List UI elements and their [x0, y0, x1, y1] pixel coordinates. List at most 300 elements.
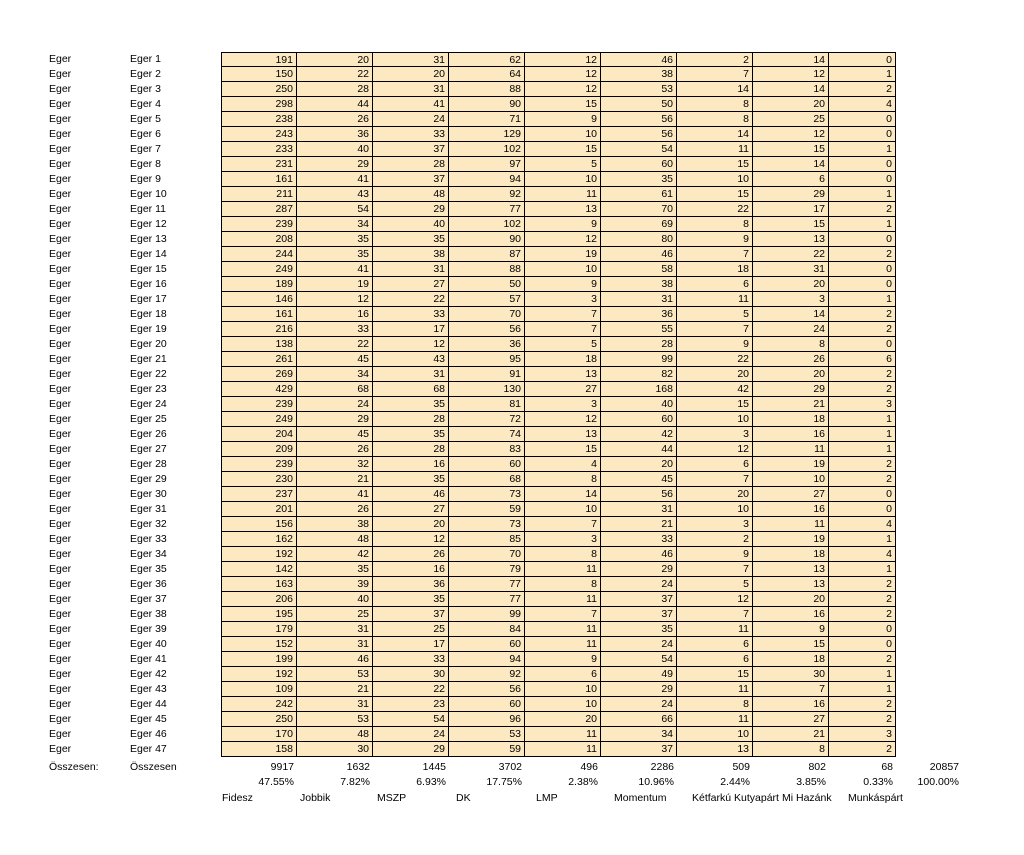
- vote-cell[interactable]: 231: [221, 157, 297, 172]
- vote-cell[interactable]: 72: [449, 412, 525, 427]
- vote-cell[interactable]: 42: [677, 382, 753, 397]
- district-cell[interactable]: Eger 24: [130, 398, 167, 410]
- vote-cell[interactable]: 31: [297, 697, 373, 712]
- vote-cell[interactable]: 59: [449, 502, 525, 517]
- vote-cell[interactable]: 15: [677, 397, 753, 412]
- city-cell[interactable]: Eger: [49, 653, 72, 665]
- vote-cell[interactable]: 138: [221, 337, 297, 352]
- vote-cell[interactable]: 80: [601, 232, 677, 247]
- vote-cell[interactable]: 69: [601, 217, 677, 232]
- total-cell[interactable]: 68: [881, 761, 893, 773]
- vote-cell[interactable]: 170: [221, 727, 297, 742]
- vote-cell[interactable]: 24: [753, 322, 829, 337]
- vote-cell[interactable]: 27: [753, 712, 829, 727]
- vote-cell[interactable]: 11: [677, 712, 753, 727]
- vote-cell[interactable]: 8: [753, 742, 829, 757]
- district-cell[interactable]: Eger 20: [130, 338, 167, 350]
- vote-cell[interactable]: 71: [449, 112, 525, 127]
- vote-cell[interactable]: 6: [677, 277, 753, 292]
- vote-cell[interactable]: 0: [829, 157, 896, 172]
- vote-cell[interactable]: 33: [373, 127, 449, 142]
- percentage-cell[interactable]: 2.38%: [568, 776, 598, 788]
- vote-cell[interactable]: 20: [373, 517, 449, 532]
- vote-cell[interactable]: 7: [677, 607, 753, 622]
- vote-cell[interactable]: 11: [525, 742, 601, 757]
- vote-cell[interactable]: 9: [753, 622, 829, 637]
- vote-cell[interactable]: 35: [373, 472, 449, 487]
- vote-cell[interactable]: 11: [753, 442, 829, 457]
- vote-cell[interactable]: 35: [373, 397, 449, 412]
- total-cell[interactable]: 496: [580, 761, 598, 773]
- vote-cell[interactable]: 10: [525, 127, 601, 142]
- vote-cell[interactable]: 13: [753, 562, 829, 577]
- vote-cell[interactable]: 12: [677, 442, 753, 457]
- vote-cell[interactable]: 14: [753, 82, 829, 97]
- vote-cell[interactable]: 1: [829, 682, 896, 697]
- vote-cell[interactable]: 5: [677, 307, 753, 322]
- vote-cell[interactable]: 239: [221, 217, 297, 232]
- vote-cell[interactable]: 2: [829, 607, 896, 622]
- vote-cell[interactable]: 77: [449, 202, 525, 217]
- vote-cell[interactable]: 60: [449, 637, 525, 652]
- vote-cell[interactable]: 13: [525, 367, 601, 382]
- district-cell[interactable]: Eger 9: [130, 173, 161, 185]
- vote-cell[interactable]: 17: [373, 322, 449, 337]
- vote-cell[interactable]: 233: [221, 142, 297, 157]
- vote-cell[interactable]: 56: [601, 487, 677, 502]
- vote-cell[interactable]: 192: [221, 667, 297, 682]
- vote-cell[interactable]: 12: [373, 532, 449, 547]
- vote-cell[interactable]: 244: [221, 247, 297, 262]
- percentage-cell[interactable]: 2.44%: [720, 776, 750, 788]
- vote-cell[interactable]: 18: [677, 262, 753, 277]
- district-cell[interactable]: Eger 14: [130, 248, 167, 260]
- vote-cell[interactable]: 12: [525, 52, 601, 67]
- vote-cell[interactable]: 238: [221, 112, 297, 127]
- vote-cell[interactable]: 16: [753, 502, 829, 517]
- district-cell[interactable]: Eger 38: [130, 608, 167, 620]
- vote-cell[interactable]: 211: [221, 187, 297, 202]
- vote-cell[interactable]: 15: [753, 637, 829, 652]
- district-cell[interactable]: Eger 27: [130, 443, 167, 455]
- vote-cell[interactable]: 204: [221, 427, 297, 442]
- vote-cell[interactable]: 50: [601, 97, 677, 112]
- vote-cell[interactable]: 6: [677, 637, 753, 652]
- vote-cell[interactable]: 2: [829, 712, 896, 727]
- vote-cell[interactable]: 2: [829, 652, 896, 667]
- vote-cell[interactable]: 2: [829, 457, 896, 472]
- city-cell[interactable]: Eger: [49, 353, 72, 365]
- vote-cell[interactable]: 44: [601, 442, 677, 457]
- vote-cell[interactable]: 33: [297, 322, 373, 337]
- vote-cell[interactable]: 161: [221, 172, 297, 187]
- vote-cell[interactable]: 12: [677, 592, 753, 607]
- vote-cell[interactable]: 99: [449, 607, 525, 622]
- vote-cell[interactable]: 11: [753, 517, 829, 532]
- vote-cell[interactable]: 22: [677, 202, 753, 217]
- vote-cell[interactable]: 8: [677, 217, 753, 232]
- vote-cell[interactable]: 12: [525, 82, 601, 97]
- district-cell[interactable]: Eger 1: [130, 53, 161, 65]
- vote-cell[interactable]: 91: [449, 367, 525, 382]
- vote-cell[interactable]: 38: [601, 277, 677, 292]
- vote-cell[interactable]: 7: [677, 472, 753, 487]
- vote-cell[interactable]: 25: [753, 112, 829, 127]
- vote-cell[interactable]: 1: [829, 667, 896, 682]
- vote-cell[interactable]: 61: [601, 187, 677, 202]
- city-cell[interactable]: Eger: [49, 113, 72, 125]
- vote-cell[interactable]: 10: [525, 502, 601, 517]
- vote-cell[interactable]: 26: [753, 352, 829, 367]
- vote-cell[interactable]: 33: [373, 652, 449, 667]
- vote-cell[interactable]: 13: [753, 577, 829, 592]
- district-cell[interactable]: Eger 32: [130, 518, 167, 530]
- district-cell[interactable]: Eger 47: [130, 743, 167, 755]
- vote-cell[interactable]: 73: [449, 517, 525, 532]
- vote-cell[interactable]: 37: [373, 172, 449, 187]
- vote-cell[interactable]: 24: [601, 577, 677, 592]
- vote-cell[interactable]: 41: [297, 172, 373, 187]
- vote-cell[interactable]: 16: [297, 307, 373, 322]
- vote-cell[interactable]: 25: [297, 607, 373, 622]
- vote-cell[interactable]: 24: [601, 697, 677, 712]
- vote-cell[interactable]: 9: [525, 652, 601, 667]
- vote-cell[interactable]: 3: [525, 292, 601, 307]
- vote-cell[interactable]: 11: [677, 292, 753, 307]
- vote-cell[interactable]: 14: [753, 52, 829, 67]
- vote-cell[interactable]: 53: [601, 82, 677, 97]
- vote-cell[interactable]: 56: [449, 322, 525, 337]
- vote-cell[interactable]: 4: [525, 457, 601, 472]
- vote-cell[interactable]: 50: [449, 277, 525, 292]
- vote-cell[interactable]: 10: [525, 682, 601, 697]
- district-cell[interactable]: Eger 6: [130, 128, 161, 140]
- vote-cell[interactable]: 298: [221, 97, 297, 112]
- city-cell[interactable]: Eger: [49, 53, 72, 65]
- vote-cell[interactable]: 54: [601, 142, 677, 157]
- vote-cell[interactable]: 1: [829, 412, 896, 427]
- vote-cell[interactable]: 20: [753, 592, 829, 607]
- vote-cell[interactable]: 4: [829, 547, 896, 562]
- vote-cell[interactable]: 0: [829, 277, 896, 292]
- vote-cell[interactable]: 29: [753, 187, 829, 202]
- vote-cell[interactable]: 1: [829, 292, 896, 307]
- vote-cell[interactable]: 40: [297, 142, 373, 157]
- vote-cell[interactable]: 249: [221, 412, 297, 427]
- vote-cell[interactable]: 2: [829, 247, 896, 262]
- vote-cell[interactable]: 11: [525, 562, 601, 577]
- vote-cell[interactable]: 22: [373, 292, 449, 307]
- total-cell[interactable]: 9917: [270, 761, 294, 773]
- vote-cell[interactable]: 28: [373, 412, 449, 427]
- vote-cell[interactable]: 19: [525, 247, 601, 262]
- district-cell[interactable]: Eger 21: [130, 353, 167, 365]
- vote-cell[interactable]: 8: [525, 547, 601, 562]
- vote-cell[interactable]: 6: [753, 172, 829, 187]
- vote-cell[interactable]: 68: [373, 382, 449, 397]
- vote-cell[interactable]: 2: [829, 202, 896, 217]
- vote-cell[interactable]: 40: [373, 217, 449, 232]
- city-cell[interactable]: Eger: [49, 233, 72, 245]
- vote-cell[interactable]: 2: [677, 52, 753, 67]
- vote-cell[interactable]: 129: [449, 127, 525, 142]
- vote-cell[interactable]: 22: [677, 352, 753, 367]
- vote-cell[interactable]: 96: [449, 712, 525, 727]
- city-cell[interactable]: Eger: [49, 83, 72, 95]
- district-cell[interactable]: Eger 36: [130, 578, 167, 590]
- vote-cell[interactable]: 10: [677, 412, 753, 427]
- district-cell[interactable]: Eger 28: [130, 458, 167, 470]
- vote-cell[interactable]: 94: [449, 652, 525, 667]
- vote-cell[interactable]: 9: [525, 112, 601, 127]
- city-cell[interactable]: Eger: [49, 428, 72, 440]
- vote-cell[interactable]: 18: [753, 547, 829, 562]
- vote-cell[interactable]: 161: [221, 307, 297, 322]
- city-cell[interactable]: Eger: [49, 293, 72, 305]
- vote-cell[interactable]: 192: [221, 547, 297, 562]
- district-cell[interactable]: Eger 40: [130, 638, 167, 650]
- vote-cell[interactable]: 16: [373, 457, 449, 472]
- vote-cell[interactable]: 46: [601, 52, 677, 67]
- vote-cell[interactable]: 14: [753, 157, 829, 172]
- vote-cell[interactable]: 64: [449, 67, 525, 82]
- vote-cell[interactable]: 5: [677, 577, 753, 592]
- district-cell[interactable]: Eger 31: [130, 503, 167, 515]
- vote-cell[interactable]: 201: [221, 502, 297, 517]
- vote-cell[interactable]: 1: [829, 142, 896, 157]
- vote-cell[interactable]: 36: [373, 577, 449, 592]
- vote-cell[interactable]: 14: [753, 307, 829, 322]
- vote-cell[interactable]: 85: [449, 532, 525, 547]
- vote-cell[interactable]: 29: [297, 412, 373, 427]
- district-cell[interactable]: Eger 5: [130, 113, 161, 125]
- vote-cell[interactable]: 21: [297, 472, 373, 487]
- vote-cell[interactable]: 48: [297, 727, 373, 742]
- vote-cell[interactable]: 81: [449, 397, 525, 412]
- vote-cell[interactable]: 7: [677, 562, 753, 577]
- vote-cell[interactable]: 1: [829, 427, 896, 442]
- city-cell[interactable]: Eger: [49, 518, 72, 530]
- city-cell[interactable]: Eger: [49, 563, 72, 575]
- vote-cell[interactable]: 35: [297, 562, 373, 577]
- vote-cell[interactable]: 46: [601, 547, 677, 562]
- vote-cell[interactable]: 15: [677, 157, 753, 172]
- vote-cell[interactable]: 60: [449, 697, 525, 712]
- city-cell[interactable]: Eger: [49, 398, 72, 410]
- vote-cell[interactable]: 41: [297, 487, 373, 502]
- vote-cell[interactable]: 10: [677, 502, 753, 517]
- vote-cell[interactable]: 35: [297, 232, 373, 247]
- city-cell[interactable]: Eger: [49, 443, 72, 455]
- vote-cell[interactable]: 32: [297, 457, 373, 472]
- vote-cell[interactable]: 28: [601, 337, 677, 352]
- city-cell[interactable]: Eger: [49, 743, 72, 755]
- percentage-cell[interactable]: 0.33%: [863, 776, 893, 788]
- vote-cell[interactable]: 28: [297, 82, 373, 97]
- vote-cell[interactable]: 31: [601, 502, 677, 517]
- vote-cell[interactable]: 24: [601, 637, 677, 652]
- vote-cell[interactable]: 54: [601, 652, 677, 667]
- vote-cell[interactable]: 48: [373, 187, 449, 202]
- vote-cell[interactable]: 26: [297, 112, 373, 127]
- vote-cell[interactable]: 70: [449, 547, 525, 562]
- vote-cell[interactable]: 25: [373, 622, 449, 637]
- vote-cell[interactable]: 0: [829, 52, 896, 67]
- city-cell[interactable]: Eger: [49, 218, 72, 230]
- vote-cell[interactable]: 163: [221, 577, 297, 592]
- vote-cell[interactable]: 41: [373, 97, 449, 112]
- vote-cell[interactable]: 11: [677, 622, 753, 637]
- vote-cell[interactable]: 92: [449, 667, 525, 682]
- vote-cell[interactable]: 26: [297, 442, 373, 457]
- vote-cell[interactable]: 11: [525, 727, 601, 742]
- vote-cell[interactable]: 37: [373, 142, 449, 157]
- vote-cell[interactable]: 35: [373, 427, 449, 442]
- vote-cell[interactable]: 37: [601, 592, 677, 607]
- vote-cell[interactable]: 56: [601, 127, 677, 142]
- vote-cell[interactable]: 30: [373, 667, 449, 682]
- vote-cell[interactable]: 17: [373, 637, 449, 652]
- vote-cell[interactable]: 44: [297, 97, 373, 112]
- vote-cell[interactable]: 142: [221, 562, 297, 577]
- vote-cell[interactable]: 8: [753, 337, 829, 352]
- vote-cell[interactable]: 1: [829, 562, 896, 577]
- vote-cell[interactable]: 43: [373, 352, 449, 367]
- city-cell[interactable]: Eger: [49, 98, 72, 110]
- vote-cell[interactable]: 3: [753, 292, 829, 307]
- vote-cell[interactable]: 70: [449, 307, 525, 322]
- vote-cell[interactable]: 82: [601, 367, 677, 382]
- vote-cell[interactable]: 48: [297, 532, 373, 547]
- vote-cell[interactable]: 0: [829, 487, 896, 502]
- vote-cell[interactable]: 6: [677, 652, 753, 667]
- vote-cell[interactable]: 15: [753, 217, 829, 232]
- vote-cell[interactable]: 46: [601, 247, 677, 262]
- district-cell[interactable]: Eger 35: [130, 563, 167, 575]
- vote-cell[interactable]: 58: [601, 262, 677, 277]
- vote-cell[interactable]: 20: [753, 277, 829, 292]
- vote-cell[interactable]: 15: [677, 667, 753, 682]
- vote-cell[interactable]: 1: [829, 217, 896, 232]
- vote-cell[interactable]: 6: [525, 667, 601, 682]
- vote-cell[interactable]: 7: [525, 517, 601, 532]
- vote-cell[interactable]: 20: [677, 367, 753, 382]
- vote-cell[interactable]: 35: [373, 592, 449, 607]
- vote-cell[interactable]: 5: [525, 337, 601, 352]
- percentage-cell[interactable]: 10.96%: [638, 776, 674, 788]
- total-cell[interactable]: 802: [808, 761, 826, 773]
- city-cell[interactable]: Eger: [49, 278, 72, 290]
- vote-cell[interactable]: 94: [449, 172, 525, 187]
- vote-cell[interactable]: 249: [221, 262, 297, 277]
- district-cell[interactable]: Eger 2: [130, 68, 161, 80]
- vote-cell[interactable]: 37: [373, 607, 449, 622]
- vote-cell[interactable]: 38: [297, 517, 373, 532]
- city-cell[interactable]: Eger: [49, 308, 72, 320]
- vote-cell[interactable]: 26: [373, 547, 449, 562]
- vote-cell[interactable]: 53: [297, 712, 373, 727]
- city-cell[interactable]: Eger: [49, 728, 72, 740]
- vote-cell[interactable]: 239: [221, 457, 297, 472]
- vote-cell[interactable]: 3: [677, 427, 753, 442]
- city-cell[interactable]: Eger: [49, 368, 72, 380]
- vote-cell[interactable]: 19: [297, 277, 373, 292]
- vote-cell[interactable]: 35: [601, 172, 677, 187]
- vote-cell[interactable]: 239: [221, 397, 297, 412]
- district-cell[interactable]: Eger 7: [130, 143, 161, 155]
- vote-cell[interactable]: 68: [449, 472, 525, 487]
- vote-cell[interactable]: 20: [373, 67, 449, 82]
- vote-cell[interactable]: 73: [449, 487, 525, 502]
- vote-cell[interactable]: 1: [829, 532, 896, 547]
- vote-cell[interactable]: 15: [525, 142, 601, 157]
- vote-cell[interactable]: 29: [297, 157, 373, 172]
- vote-cell[interactable]: 53: [297, 667, 373, 682]
- vote-cell[interactable]: 14: [677, 82, 753, 97]
- vote-cell[interactable]: 13: [525, 202, 601, 217]
- vote-cell[interactable]: 4: [829, 97, 896, 112]
- district-cell[interactable]: Eger 8: [130, 158, 161, 170]
- vote-cell[interactable]: 77: [449, 577, 525, 592]
- vote-cell[interactable]: 36: [449, 337, 525, 352]
- vote-cell[interactable]: 5: [525, 157, 601, 172]
- vote-cell[interactable]: 9: [525, 277, 601, 292]
- district-cell[interactable]: Eger 26: [130, 428, 167, 440]
- vote-cell[interactable]: 20: [297, 52, 373, 67]
- percentage-cell[interactable]: 6.93%: [416, 776, 446, 788]
- city-cell[interactable]: Eger: [49, 698, 72, 710]
- vote-cell[interactable]: 38: [601, 67, 677, 82]
- vote-cell[interactable]: 90: [449, 232, 525, 247]
- vote-cell[interactable]: 6: [677, 457, 753, 472]
- vote-cell[interactable]: 16: [753, 697, 829, 712]
- city-cell[interactable]: Eger: [49, 458, 72, 470]
- district-cell[interactable]: Eger 44: [130, 698, 167, 710]
- district-cell[interactable]: Eger 10: [130, 188, 167, 200]
- vote-cell[interactable]: 22: [297, 67, 373, 82]
- city-cell[interactable]: Eger: [49, 548, 72, 560]
- vote-cell[interactable]: 0: [829, 262, 896, 277]
- vote-cell[interactable]: 109: [221, 682, 297, 697]
- vote-cell[interactable]: 30: [753, 667, 829, 682]
- city-cell[interactable]: Eger: [49, 413, 72, 425]
- vote-cell[interactable]: 68: [297, 382, 373, 397]
- vote-cell[interactable]: 0: [829, 637, 896, 652]
- vote-cell[interactable]: 8: [677, 697, 753, 712]
- vote-cell[interactable]: 8: [525, 472, 601, 487]
- vote-cell[interactable]: 31: [373, 52, 449, 67]
- vote-cell[interactable]: 3: [829, 397, 896, 412]
- vote-cell[interactable]: 7: [753, 682, 829, 697]
- vote-cell[interactable]: 35: [601, 622, 677, 637]
- vote-cell[interactable]: 6: [829, 352, 896, 367]
- district-cell[interactable]: Eger 37: [130, 593, 167, 605]
- vote-cell[interactable]: 97: [449, 157, 525, 172]
- vote-cell[interactable]: 3: [525, 532, 601, 547]
- vote-cell[interactable]: 7: [525, 607, 601, 622]
- vote-cell[interactable]: 10: [525, 697, 601, 712]
- vote-cell[interactable]: 2: [829, 577, 896, 592]
- vote-cell[interactable]: 99: [601, 352, 677, 367]
- vote-cell[interactable]: 57: [449, 292, 525, 307]
- vote-cell[interactable]: 152: [221, 637, 297, 652]
- district-cell[interactable]: Eger 46: [130, 728, 167, 740]
- city-cell[interactable]: Eger: [49, 638, 72, 650]
- vote-cell[interactable]: 230: [221, 472, 297, 487]
- district-cell[interactable]: Eger 22: [130, 368, 167, 380]
- vote-cell[interactable]: 9: [677, 337, 753, 352]
- vote-cell[interactable]: 2: [829, 307, 896, 322]
